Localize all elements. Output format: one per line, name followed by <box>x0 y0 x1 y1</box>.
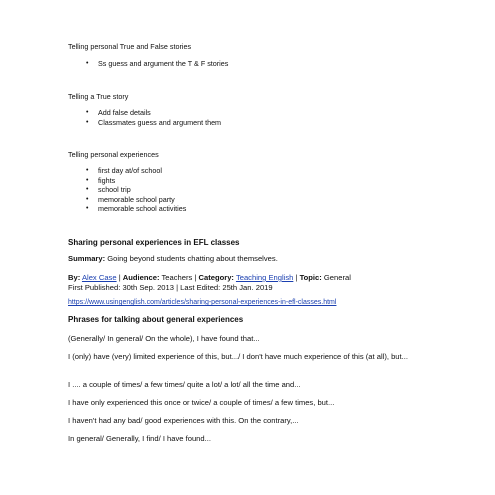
list-item: • Ss guess and argument the T & F stories <box>86 59 228 69</box>
list-item: • Classmates guess and argument them <box>86 118 221 128</box>
by-label: By: <box>68 273 81 282</box>
bullet-list <box>86 166 186 214</box>
phrases-heading: Phrases for talking about general experiences <box>68 315 244 324</box>
phrase-line: In general/ Generally, I find/ I have found... <box>68 434 211 443</box>
audience-label: Audience: <box>122 273 160 282</box>
section-title: Telling personal True and False stories <box>68 42 192 51</box>
article-heading: Sharing personal experiences in EFL classes <box>68 238 240 247</box>
list-item: • Add false details <box>86 108 221 118</box>
list-item: • school trip <box>86 185 186 195</box>
summary-label: Summary: <box>68 254 106 263</box>
phrase-line: I .... a couple of times/ a few times/ quite a lot/ a lot/ all the time and... <box>68 380 301 389</box>
list-item: • memorable school activities <box>86 204 186 214</box>
separator: | <box>192 273 199 282</box>
phrase-line: (Generally/ In general/ On the whole), I have found that... <box>68 334 260 343</box>
topic-label: Topic: <box>299 273 322 282</box>
list-item: • first day at/of school <box>86 166 186 176</box>
bullet-list <box>86 108 221 127</box>
article-summary <box>68 254 428 264</box>
list-item: • fights <box>86 176 186 186</box>
phrase-line: I have only experienced this once or twice/ a couple of times/ a few times, but... <box>68 398 335 407</box>
section-title: Telling a True story <box>68 92 129 101</box>
separator: | <box>116 273 123 282</box>
bullet-list <box>86 59 228 69</box>
phrase-line: I haven't had any bad/ good experiences with this. On the contrary,... <box>68 416 299 425</box>
article-dates: First Published: 30th Sep. 2013 | Last Edited: 25th Jan. 2019 <box>68 283 273 292</box>
byline <box>68 273 351 283</box>
author-link[interactable]: Alex Case <box>81 273 117 282</box>
topic-value: General <box>321 273 351 282</box>
category-label: Category: <box>198 273 234 282</box>
summary-text: Going beyond students chatting about themselves. <box>105 254 278 263</box>
section-title: Telling personal experiences <box>68 150 159 159</box>
list-item: • memorable school party <box>86 195 186 205</box>
separator: | <box>293 273 300 282</box>
phrase-line: I (only) have (very) limited experience of this, but.../ I don't have much experience of this (at all), but... <box>68 352 408 361</box>
article-url-link[interactable]: https://www.usingenglish.com/articles/sharing-personal-experiences-in-efl-classes.html <box>68 299 337 306</box>
category-link[interactable]: Teaching English <box>235 273 294 282</box>
audience-value: Teachers <box>159 273 193 282</box>
